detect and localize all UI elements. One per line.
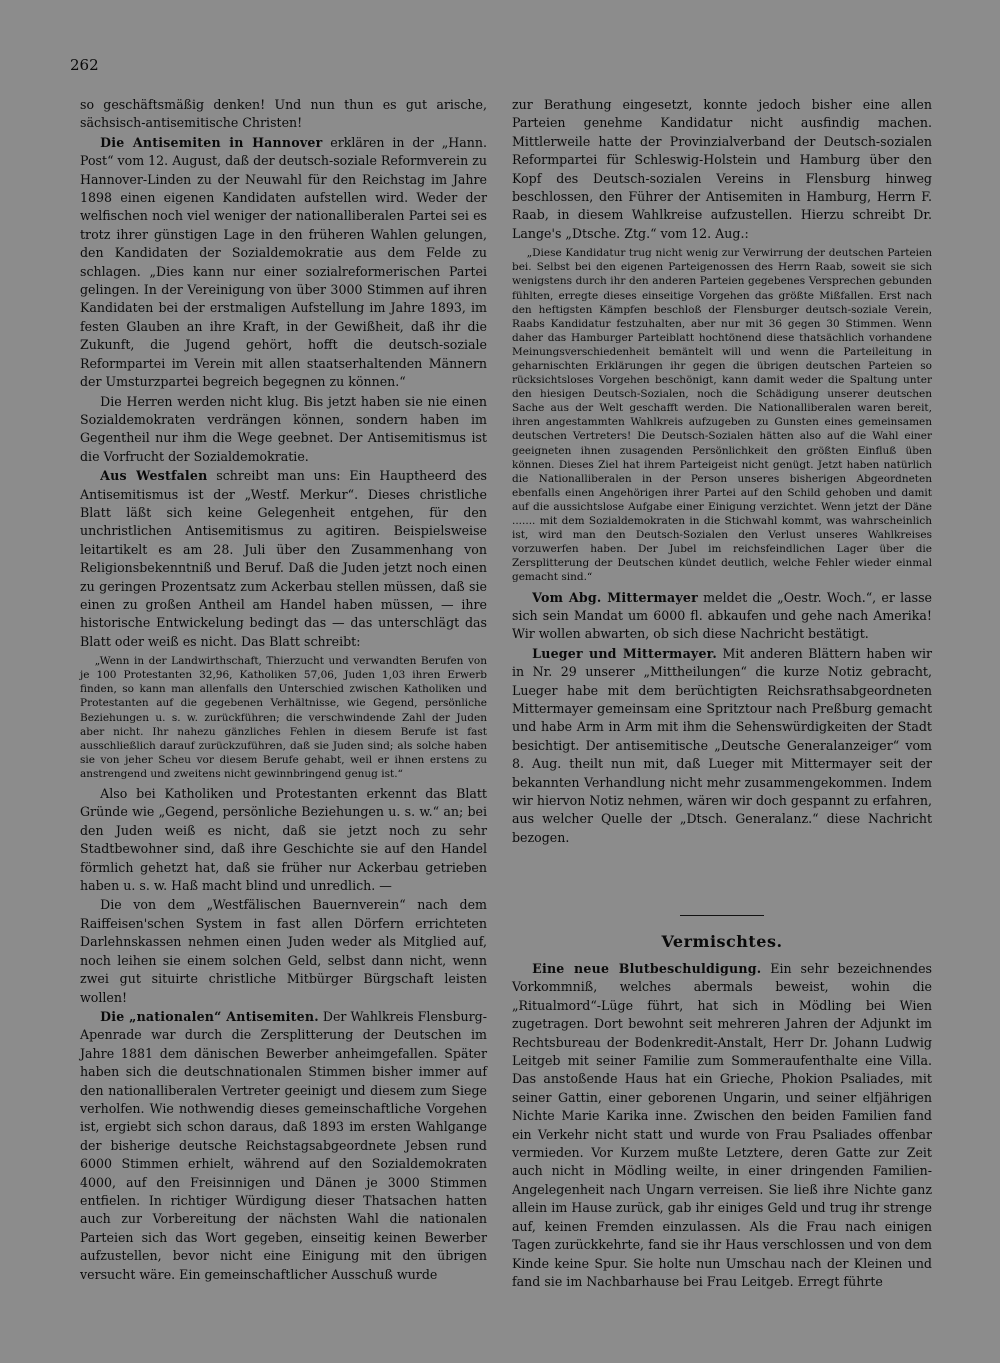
article-headline: Aus Westfalen [100, 468, 208, 484]
paragraph [80, 134, 487, 392]
article-headline: Lueger und Mittermayer. [532, 645, 717, 661]
paragraph-text: zur Berathung eingesetzt, konnte jedoch bisher eine allen Parteien genehme Kandidatur nicht ausfindig machen. Mittlerweile hatte der Provinzialverband der Deutsch-sozialen Reformpartei für Schleswig-Holstein und Hamburg über den Kopf des Deutsch-sozialen Vereins in Flensburg hinweg beschlossen, den Führer der Antisemiten in Hamburg, Herrn F. Raab, in diesem Wahlkreise aufzustellen. Hierzu schreibt Dr. Lange's „Dtsche. Ztg.“ vom 12. Aug.: [512, 97, 932, 241]
paragraph-text: Der Wahlkreis Flensburg-Apenrade war durch die Zersplitterung der Deutschen im Jahre 1881 dem dänischen Bewerber anheimgefallen. Später haben sich die deutschnationalen Stimmen bisher immer auf den nationalliberalen Vertreter geeinigt und diesem zum Siege verholfen. Wie nothwendig dieses gemeinschaftliche Vorgehen ist, ergiebt sich schon daraus, daß 1893 im ersten Wahlgange der bisherige deutsche Reichstagsabgeordnete Jebsen rund 6000 Stimmen erhielt, während auf den Sozialdemokraten 4000, auf den Freisinnigen und Dänen je 3000 Stimmen entfielen. In richtiger Würdigung dieser Thatsachen hatten auch zur Vorbereitung der nächsten Wahl die nationalen Parteien sich das Wort gegeben, einseitig keinen Bewerber aufzustellen, bevor nicht eine Einigung mit den übrigen versucht wäre. Ein gemeinschaftlicher Ausschuß wurde [80, 1008, 487, 1282]
section-title: Vermischtes. [661, 932, 783, 951]
article-headline: Vom Abg. Mittermayer [532, 589, 698, 605]
quotation [80, 654, 487, 781]
paragraph-text: erklären in der „Hann. Post“ vom 12. August, daß der deutsch-soziale Reformverein zu Hannover-Linden zu der Neuwahl für den Reichstag im Jahre 1898 einen eigenen Kandidaten aufstellen wird. Weder der welfischen noch viel weniger der nationalliberalen Partei sei es trotz ihrer günstigen Lage in den früheren Wahlen gelungen, den Kandidaten der Sozialdemokratie aus dem Felde zu schlagen. „Dies kann nur einer sozialreformerischen Partei gelingen. In der Vereinigung von über 3000 Stimmen auf ihren Kandidaten bei der erstmaligen Aufstellung im Jahre 1893, im festen Glauben an ihre Kraft, in der Gewißheit, daß ihr die Zukunft, die Jugend gehört, hofft die deutsch-soziale Reformpartei im Verein mit allen staatserhaltenden Männern der Umsturzpartei begreich begegnen zu können.“ [80, 134, 487, 390]
right-column-lower [512, 960, 932, 1291]
left-column [80, 96, 487, 1284]
paragraph-text: Die von dem „Westfälischen Bauernverein“ nach dem Raiffeisen'schen System in fast allen Dörfern errichteten Darlehnskassen nehmen einen Juden weder als Mitglied auf, noch leihen sie einem solchen Geld, selbst dann nicht, wenn zwei gut situirte christliche Mitbürger Bürgschaft leisten wollen! [80, 897, 487, 1005]
paragraph-text: schreibt man uns: Ein Hauptheerd des Antisemitismus ist der „Westf. Merkur“. Dieses christliche Blatt läßt sich keine Gelegenheit entgehen, für den unchristlichen Antisemitismus zu agitiren. Beispielsweise leitartikelt es am 28. Juli über den Zusammenhang von Religionsbekenntniß und Beruf. Daß die Juden jetzt noch einen zu geringen Prozentsatz zum Ackerbau stellen müssen, daß sie einen zu großen Antheil am Handel haben müssen, — ihre historische Entwickelung bedingt das — das unterschlägt das Blatt oder weiß es nicht. Das Blatt schreibt: [80, 468, 487, 649]
article-headline: Die „nationalen“ Antisemiten. [100, 1008, 319, 1024]
quotation [512, 246, 932, 584]
paragraph [512, 960, 932, 1291]
paragraph [80, 896, 487, 1006]
paragraph-text: Mit anderen Blättern haben wir in Nr. 29 unserer „Mittheilungen“ die kurze Notiz gebracht, Lueger habe mit dem berüchtigten Reichsrathsabgeordneten Mittermayer gemeinsam eine Spritztour nach Preßburg gemacht und habe Arm in Arm mit ihm die Sehenswürdigkeiten der Stadt besichtigt. Der antisemitische „Deutsche Generalanzeiger“ vom 8. Aug. theilt nun mit, daß Lueger mit Mittermayer seit der bekannten Verhandlung nicht mehr zusammengekommen. Indem wir hiervon Notiz nehmen, wären wir doch gespannt zu erfahren, aus welcher Quelle der „Dtsch. Generalanz.“ diese Nachricht bezogen. [512, 645, 932, 845]
paragraph-text: so geschäftsmäßig denken! Und nun thun es gut arische, sächsisch-antisemitische Christen! [80, 97, 487, 131]
article-headline: Eine neue Blutbeschuldigung. [532, 961, 762, 976]
section-divider [680, 915, 764, 916]
paragraph [512, 96, 932, 243]
paragraph [80, 785, 487, 895]
quotation-text: „Diese Kandidatur trug nicht wenig zur Verwirrung der deutschen Parteien bei. Selbst bei den eigenen Parteigenossen des Herrn Raab, soweit sie sich wenigstens durch ihr den anderen Parteien gegebenes Versprechen gebunden fühlten, erregte dieses einseitige Vorgehen das größte Mißfallen. Erst nach den heftigsten Kämpfen beschloß der Flensburger deutsch-soziale Verein, Raabs Kandidatur festzuhalten, aber nur mit 36 gegen 30 Stimmen. Wenn daher das Hamburger Parteiblatt hochtönend diese thatsächlich vorhandene Meinungsverschiedenheit bemäntelt will und wenn die Parteileitung in geharnischten Erklärungen ihr gegen die übrigen deutschen Parteien so rücksichtsloses Vorgehen beschönigt, kann damit weder die Spaltung unter den hiesigen Deutsch-Sozialen, noch die Schädigung unserer deutschen Sache aus der Welt geschafft werden. Die Nationalliberalen waren bereit, ihren angestammten Wahlkreis aufzugeben zu Gunsten eines gemeinsamen deutschen Vertreters! Die Deutsch-Sozialen hätten also auf die Wahl einer geeigneten ihnen zusagenden Persönlichkeit den größten Einfluß üben können. Dieses Ziel hat ihrem Parteigeist nicht genügt. Jetzt haben natürlich die Nationalliberalen in der Person unseres bisherigen Abgeordneten ebenfalls einen Angehörigen ihrer Partei auf den Schild gehoben und damit auf die aussichtslose Aufgabe einer Einigung verzichtet. Wenn jetzt der Däne ....... mit dem Sozialdemokraten in die Stichwahl kommt, was wahrscheinlich ist, wird man den Deutsch-Sozialen den Verlust unseres Wahlkreises vorzuwerfen haben. Der Jubel im reichsfeindlichen Lager über die Zersplitterung der Deutschen kündet deutlich, welche Fehler wieder einmal gemacht sind.“ [512, 247, 932, 584]
paragraph [80, 1008, 487, 1284]
paragraph [512, 589, 932, 644]
paragraph [80, 467, 487, 651]
paragraph-text: meldet die „Oestr. Woch.“, er lasse sich sein Mandat um 6000 fl. abkaufen und gehe nach Amerika! Wir wollen abwarten, ob sich diese Nachricht bestätigt. [512, 589, 932, 642]
quotation-text: „Wenn in der Landwirthschaft, Thierzucht und verwandten Berufen von je 100 Protestanten 32,96, Katholiken 57,06, Juden 1,03 ihren Erwerb finden, so kann man allenfalls den Unterschied zwischen Katholiken und Protestanten auf die gegebenen Verhältnisse, wie Gegend, persönliche Beziehungen u. s. w. zurückführen; die verschwindende Zahl der Juden aber nicht. Ihr nahezu gänzliches Fehlen in diesem Berufe ist fast ausschließlich darauf zurückzuführen, daß sie Juden sind; als solche haben sie von jeher Scheu vor diesem Berufe gehabt, weil er ihnen erstens zu anstrengend und zweitens nicht gewinnbringend genug ist.“ [80, 655, 487, 780]
article-headline: Die Antisemiten in Hannover [100, 134, 323, 150]
paragraph-text: Die Herren werden nicht klug. Bis jetzt haben sie nie einen Sozialdemokraten verdrängen können, sondern haben im Gegentheil nur ihm die Wege geebnet. Der Antisemitismus ist die Vorfrucht der Sozialdemokratie. [80, 393, 487, 464]
page-number: 262 [70, 56, 99, 74]
paragraph-text: Also bei Katholiken und Protestanten erkennt das Blatt Gründe wie „Gegend, persönliche Beziehungen u. s. w.“ an; bei den Juden weiß es nicht, daß sie jetzt noch zu sehr Stadtbewohner sind, daß ihre Geschichte sie auf den Handel förmlich gehetzt hat, daß sie früher nur Ackerbau getrieben haben u. s. w. Haß macht blind und unredlich. — [80, 786, 487, 894]
right-column [512, 96, 932, 847]
paragraph-text: Ein sehr bezeichnendes Vorkommniß, welches abermals beweist, wohin die „Ritualmord“-Lüge führt, hat sich in Mödling bei Wien zugetragen. Dort bewohnt seit mehreren Jahren der Adjunkt im Rechtsbureau der Bodenkredit-Anstalt, Herr Dr. Johann Ludwig Leitgeb mit seiner Familie zum Sommeraufenthalte eine Villa. Das anstoßende Haus hat ein Grieche, Phokion Psaliades, mit seiner Gattin, einer geborenen Ungarin, und seiner elfjährigen Nichte Marie Karika inne. Zwischen den beiden Familien fand ein Verkehr nicht statt und wurde von Frau Psaliades offenbar vermieden. Vor Kurzem mußte Letztere, deren Gatte zur Zeit auch nicht in Mödling weilte, in einer dringenden Familien-Angelegenheit nach Ungarn verreisen. Sie ließ ihre Nichte ganz allein im Hause zurück, gab ihr einiges Geld und trug ihr strenge auf, keinen Fremden einzulassen. Als die Frau nach einigen Tagen zurückkehrte, fand sie ihr Haus verschlossen und von dem Kinde keine Spur. Sie holte nun Umschau nach der Kleinen und fand sie im Nachbarhause bei Frau Leitgeb. Erregt führte [512, 961, 932, 1289]
paragraph [80, 393, 487, 467]
paragraph [512, 645, 932, 847]
paragraph [80, 96, 487, 133]
